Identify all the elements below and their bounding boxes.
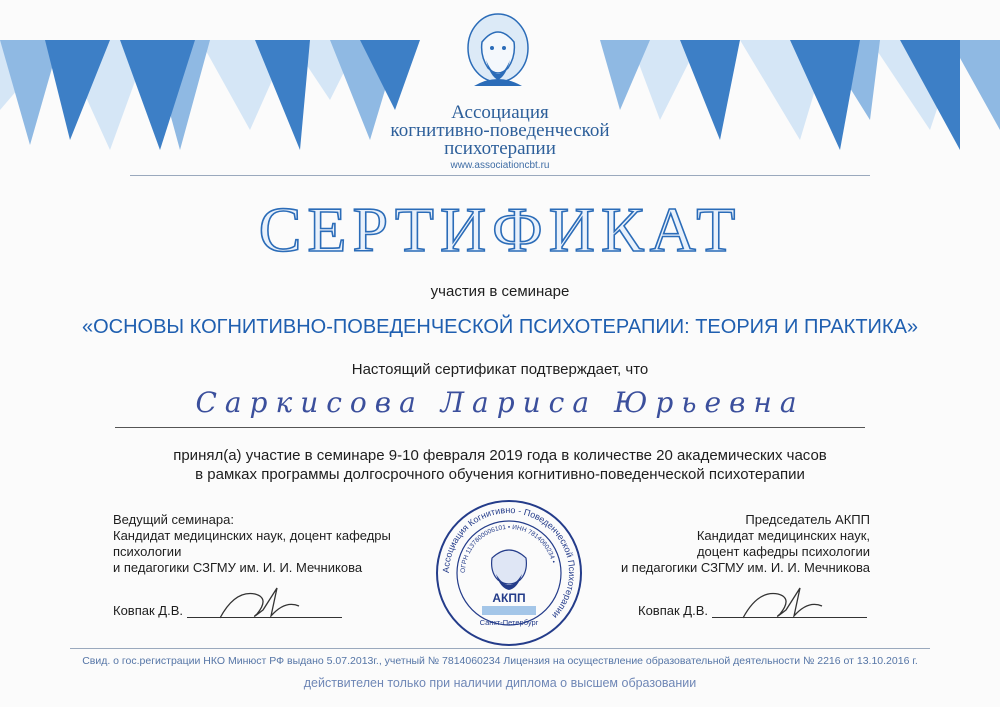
left-signatory-role: Ведущий семинара: <box>113 512 234 527</box>
certificate-subtitle: участия в семинаре <box>430 283 570 300</box>
right-signatory-name: Ковпак Д.В. <box>638 603 708 618</box>
participation-text <box>60 446 940 484</box>
confirmation-text: Настоящий сертификат подтверждает, что <box>351 361 649 378</box>
org-line-1: Ассоциация <box>451 102 549 123</box>
organization-seal <box>434 498 584 648</box>
left-signatory-block <box>113 512 413 576</box>
header-divider <box>130 175 870 176</box>
footer-divider <box>70 648 930 649</box>
seal-inner-text: ОГРН 1137800006101 • ИНН 7814060234 • <box>459 523 557 574</box>
seal-city-text: Санкт-Петербург <box>479 618 539 627</box>
right-signature <box>738 580 828 625</box>
right-signatory-line-1: Кандидат медицинских наук, <box>696 528 870 543</box>
left-signature <box>215 580 305 625</box>
seal-outer-text: Ассоциация Когнитивно - Поведенческой Психотерапии <box>440 504 578 621</box>
validity-note: действителен только при наличии диплома о высшем образовании <box>303 676 697 690</box>
recipient-underline <box>115 427 865 428</box>
registration-info: Свид. о гос.регистрации НКО Минюст РФ выдано 5.07.2013г., учетный № 7814060234 Лицензия на осуществление образовательной деятельности № 2216 от 13.10.2016 г. <box>82 655 918 667</box>
body-line-1: принял(а) участие в семинаре 9-10 февраля 2019 года в количестве 20 академических часов <box>173 447 827 464</box>
left-signatory-line-3: и педагогики СЗГМУ им. И. И. Мечникова <box>113 560 363 575</box>
organization-website: www.associationcbt.ru <box>450 160 550 171</box>
right-signatory-role: Председатель АКПП <box>745 512 870 527</box>
founder-portrait-logo <box>462 12 534 90</box>
org-line-3: психотерапии <box>444 138 556 159</box>
left-signatory-name: Ковпак Д.В. <box>113 603 183 618</box>
body-line-2: в рамках программы долгосрочного обучения когнитивно-поведенческой психотерапии <box>195 466 805 483</box>
org-line-2: когнитивно-поведенческой <box>390 120 610 141</box>
left-signatory-line-2: психологии <box>113 544 182 559</box>
seal-center-text: АКПП <box>492 591 526 605</box>
seminar-title: «ОСНОВЫ КОГНИТИВНО-ПОВЕДЕНЧЕСКОЙ ПСИХОТЕРАПИИ: ТЕОРИЯ И ПРАКТИКА» <box>81 316 919 338</box>
right-signatory-line-3: и педагогики СЗГМУ им. И. И. Мечникова <box>620 560 870 575</box>
right-signatory-line-2: доцент кафедры психологии <box>696 544 870 559</box>
right-signatory-block <box>580 512 870 576</box>
organization-name <box>350 104 650 158</box>
recipient-name: Саркисова Лариса Юрьевна <box>195 386 805 419</box>
left-signatory-line-1: Кандидат медицинских наук, доцент кафедры <box>113 528 391 543</box>
certificate-title: СЕРТИФИКАТ <box>258 194 742 265</box>
